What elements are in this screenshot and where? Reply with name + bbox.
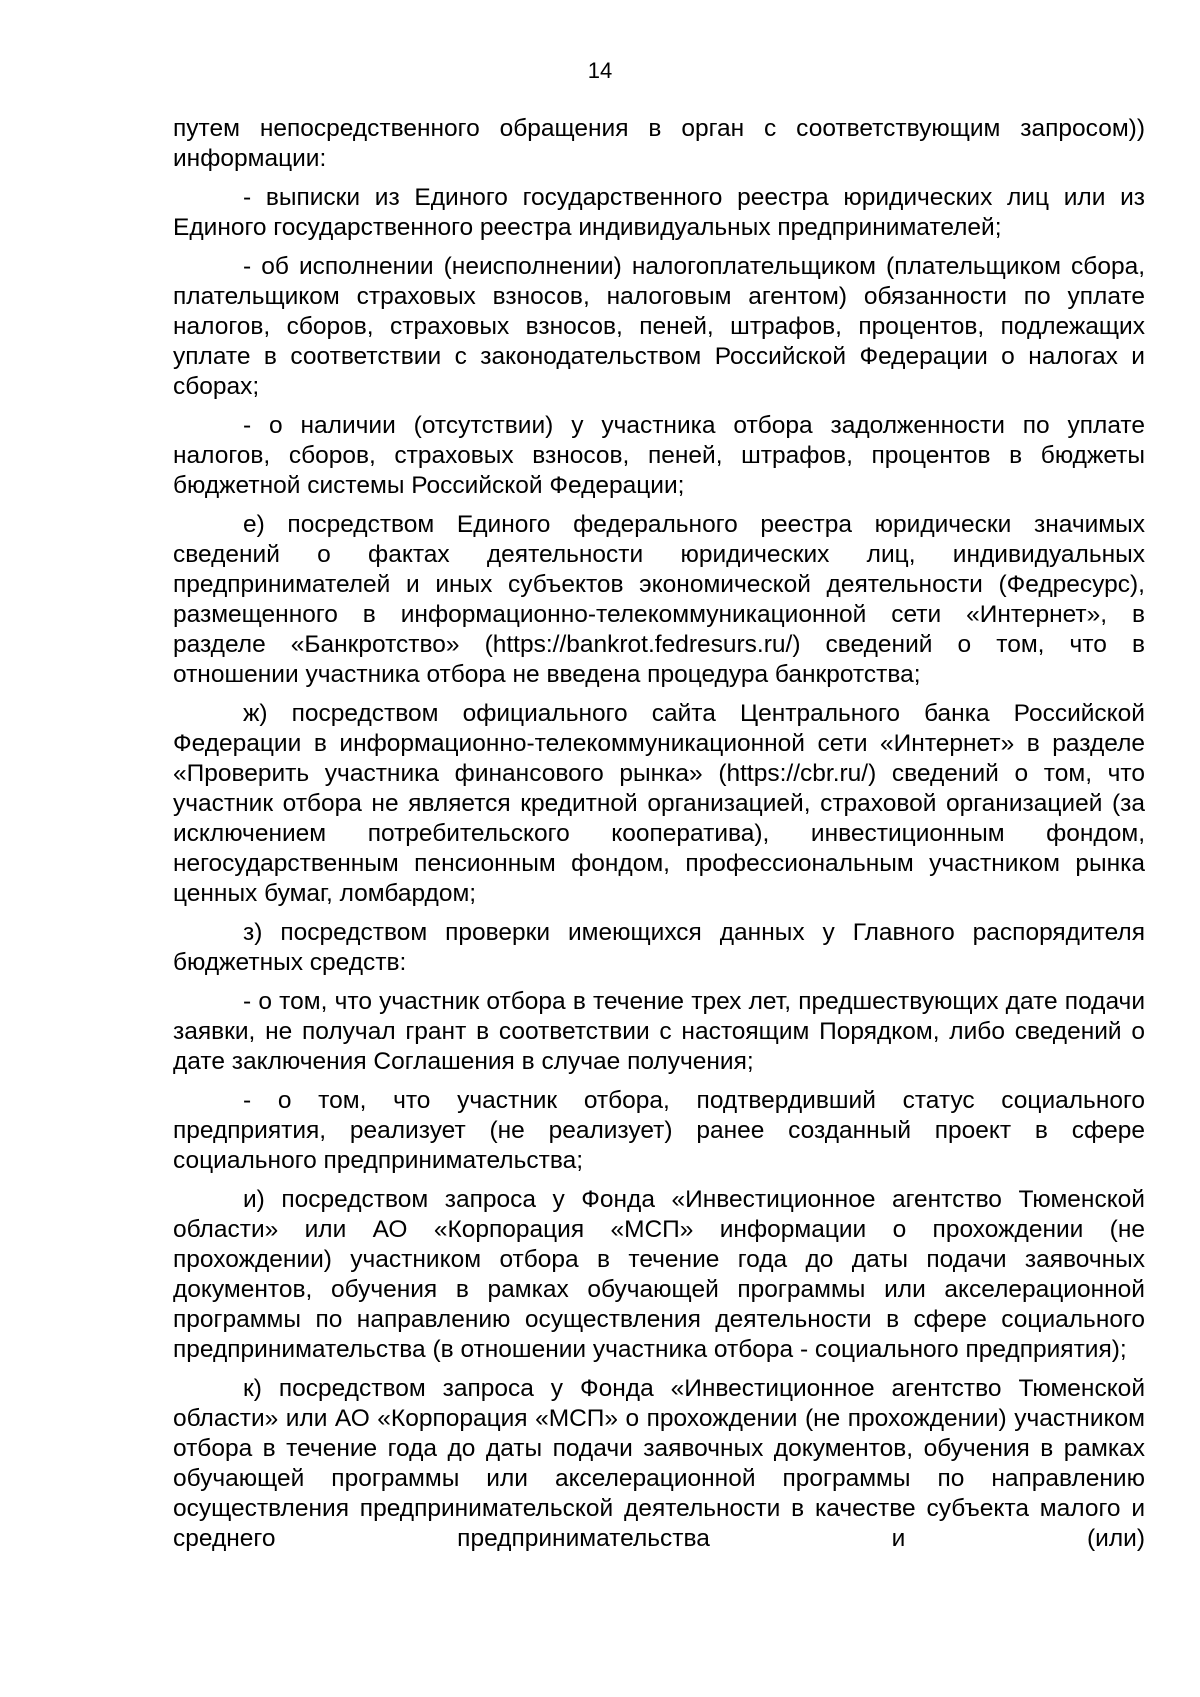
paragraph-item-k-training-sme: к) посредством запроса у Фонда «Инвестиционное агентство Тюменской области» или АО «Корпорация «МСП» о прохождении (не прохождении) участником отбора в течение года до даты подачи заявочных документов, обучения в рамках обучающей программы или акселерационной программы по направлению осуществления предпринимательской деятельности в качестве субъекта малого и среднего предпринимательства и (или): [173, 1375, 1145, 1552]
paragraph-item-e-fedresurs: е) посредством Единого федерального реестра юридически значимых сведений о фактах деятельности юридических лиц, индивидуальных предпринимателей и иных субъектов экономической деятельности (Федресурс), размещенного в информационно-телекоммуникационной сети «Интернет», в разделе «Банкротство» (https://bankrot.fedresurs.ru/) сведений о том, что в отношении участника отбора не введена процедура банкротства;: [173, 511, 1145, 688]
paragraph-item-i-training-social: и) посредством запроса у Фонда «Инвестиционное агентство Тюменской области» или АО «Корпорация «МСП» информации о прохождении (не прохождении) участником отбора в течение года до даты подачи заявочных документов, обучения в рамках обучающей программы или акселерационной программы по направлению осуществления деятельности в сфере социального предпринимательства (в отношении участника отбора - социального предприятия);: [173, 1186, 1145, 1363]
paragraph-item-zh-central-bank: ж) посредством официального сайта Центрального банка Российской Федерации в информационно-телекоммуникационной сети «Интернет» в разделе «Проверить участника финансового рынка» (https://cbr.ru/) сведений о том, что участник отбора не является кредитной организацией, страховой организацией (за исключением потребительского кооператива), инвестиционным фондом, негосударственным пенсионным фондом, профессиональным участником рынка ценных бумаг, ломбардом;: [173, 700, 1145, 907]
paragraph-item-z-budget-check: з) посредством проверки имеющихся данных у Главного распорядителя бюджетных средств:: [173, 919, 1145, 976]
page-number: 14: [587, 58, 613, 83]
paragraph-egrul-extract: - выписки из Единого государственного реестра юридических лиц или из Единого государственного реестра индивидуальных предпринимателей;: [173, 184, 1145, 241]
paragraph-social-project: - о том, что участник отбора, подтвердивший статус социального предприятия, реализует (не реализует) ранее созданный проект в сфере социального предпринимательства;: [173, 1087, 1145, 1174]
paragraph-intro: путем непосредственного обращения в орган с соответствующим запросом)) информации:: [173, 115, 1145, 172]
paragraph-tax-debt: - о наличии (отсутствии) у участника отбора задолженности по уплате налогов, сборов, страховых взносов, пеней, штрафов, процентов в бюджеты бюджетной системы Российской Федерации;: [173, 412, 1145, 499]
paragraph-grant-history: - о том, что участник отбора в течение трех лет, предшествующих дате подачи заявки, не получал грант в соответствии с настоящим Порядком, либо сведений о дате заключения Соглашения в случае получения;: [173, 988, 1145, 1075]
document-body: [173, 114, 1145, 1554]
paragraph-tax-obligation: - об исполнении (неисполнении) налогоплательщиком (плательщиком сбора, плательщиком страховых взносов, налоговым агентом) обязанности по уплате налогов, сборов, страховых взносов, пеней, штрафов, процентов, подлежащих уплате в соответствии с законодательством Российской Федерации о налогах и сборах;: [173, 253, 1145, 400]
